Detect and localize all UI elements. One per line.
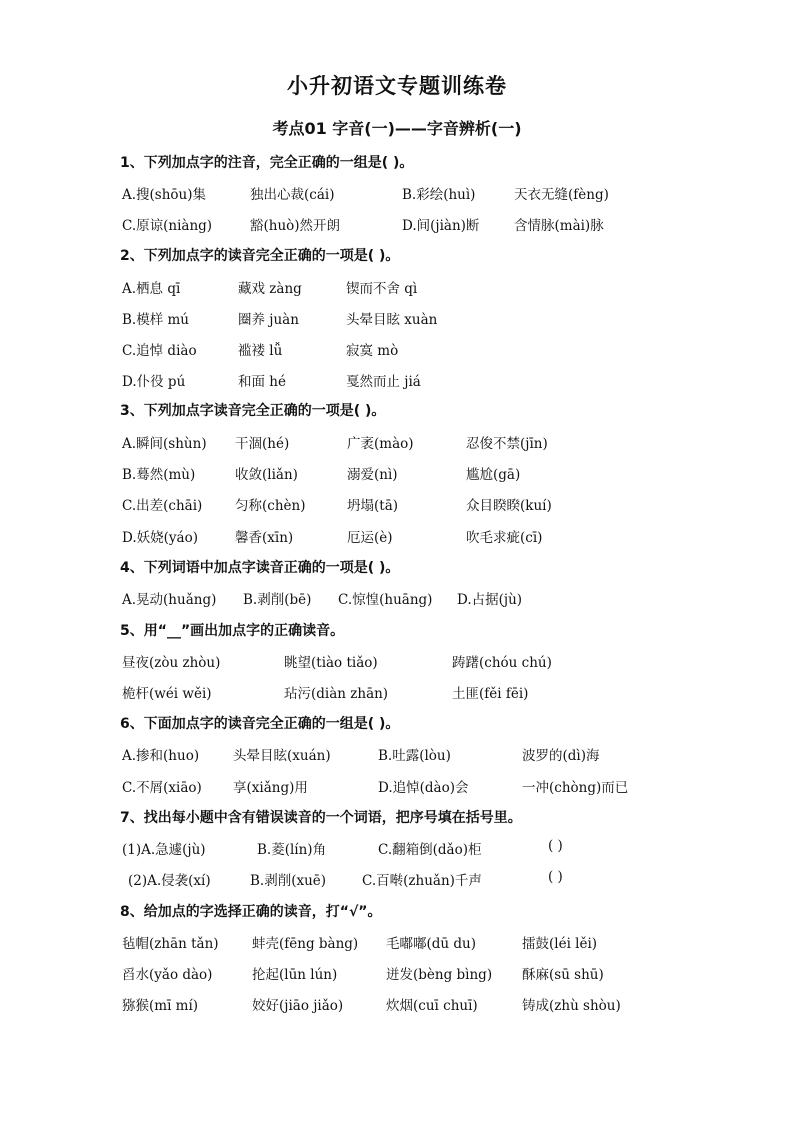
answer-option: 厄运(è) bbox=[347, 530, 393, 546]
answer-option: C.惊惶(huāng) bbox=[338, 592, 433, 608]
answer-option: 和面 hé bbox=[238, 374, 286, 390]
answer-option: C.出差(chāi) bbox=[122, 498, 203, 514]
page-subtitle: 考点01 字音(一)——字音辨析(一) bbox=[272, 119, 522, 138]
answer-option: 姣好(jiāo jiǎo) bbox=[252, 998, 344, 1014]
question-stem: 5、用“__”画出加点字的正确读音。 bbox=[120, 623, 345, 639]
answer-option: ( ) bbox=[548, 838, 563, 854]
answer-option: A.瞬间(shùn) bbox=[122, 436, 207, 452]
answer-option: A.搜(shōu)集 bbox=[122, 187, 207, 203]
answer-row bbox=[0, 682, 794, 702]
answer-option: 眺望(tiào tiǎo) bbox=[284, 655, 378, 671]
answer-row bbox=[0, 463, 794, 483]
answer-option: 土匪(fěi fēi) bbox=[452, 686, 529, 702]
answer-option: 匀称(chèn) bbox=[235, 498, 306, 514]
answer-row bbox=[0, 838, 794, 858]
answer-row bbox=[0, 183, 794, 203]
answer-option: A.掺和(huo) bbox=[122, 748, 200, 764]
answer-row bbox=[0, 744, 794, 764]
answer-option: 戛然而止 jiá bbox=[346, 374, 421, 390]
answer-option: 头晕目眩 xuàn bbox=[346, 312, 438, 328]
question-stem: 2、下列加点字的读音完全正确的一项是( )。 bbox=[120, 248, 400, 264]
answer-row bbox=[0, 869, 794, 889]
answer-row bbox=[0, 651, 794, 671]
answer-option: C.翻箱倒(dǎo)柜 bbox=[378, 842, 482, 858]
answer-option: 炊烟(cuī chuī) bbox=[386, 998, 478, 1014]
answer-row bbox=[0, 432, 794, 452]
answer-option: 玷污(diàn zhān) bbox=[284, 686, 389, 702]
question-stem: 3、下列加点字读音完全正确的一项是( )。 bbox=[120, 403, 386, 419]
answer-option: 天衣无缝(fèng) bbox=[514, 187, 609, 203]
answer-option: B.剥削(xuē) bbox=[250, 873, 327, 889]
answer-row bbox=[0, 776, 794, 796]
answer-option: 毛嘟嘟(dū du) bbox=[386, 936, 476, 952]
answer-option: 波罗的(dì)海 bbox=[522, 748, 600, 764]
answer-option: 褴褛 lǚ bbox=[238, 343, 283, 359]
answer-option: B.模样 mú bbox=[122, 312, 189, 328]
answer-option: 猕猴(mī mí) bbox=[122, 998, 199, 1014]
answer-option: 毡帽(zhān tǎn) bbox=[122, 936, 219, 952]
answer-option: 圈养 juàn bbox=[238, 312, 299, 328]
answer-option: A.晃动(huǎng) bbox=[122, 592, 217, 608]
answer-option: B.吐露(lòu) bbox=[378, 748, 451, 764]
answer-option: 享(xiǎng)用 bbox=[233, 780, 308, 796]
answer-option: D.间(jiàn)断 bbox=[402, 218, 480, 234]
answer-option: B.蓦然(mù) bbox=[122, 467, 196, 483]
answer-option: C.百啭(zhuǎn)千声 bbox=[362, 873, 482, 889]
answer-row bbox=[0, 370, 794, 390]
answer-option: 锲而不舍 qì bbox=[346, 281, 418, 297]
answer-option: 踌躇(chóu chú) bbox=[452, 655, 552, 671]
answer-option: 尴尬(gā) bbox=[466, 467, 521, 483]
answer-option: 抡起(lūn lún) bbox=[252, 967, 338, 983]
answer-option: 头晕目眩(xuán) bbox=[233, 748, 331, 764]
answer-row bbox=[0, 588, 794, 608]
answer-row bbox=[0, 277, 794, 297]
answer-option: 舀水(yǎo dào) bbox=[122, 967, 213, 983]
answer-option: C.原谅(niàng) bbox=[122, 218, 213, 234]
answer-option: 含情脉(mài)脉 bbox=[514, 218, 604, 234]
answer-option: D.妖娆(yáo) bbox=[122, 530, 198, 546]
answer-option: 独出心裁(cái) bbox=[250, 187, 335, 203]
answer-option: C.不屑(xiāo) bbox=[122, 780, 202, 796]
answer-option: 铸成(zhù shòu) bbox=[522, 998, 621, 1014]
answer-option: D.占据(jù) bbox=[457, 592, 523, 608]
answer-option: B.剥削(bē) bbox=[243, 592, 312, 608]
answer-option: 收敛(liǎn) bbox=[235, 467, 298, 483]
answer-option: B.菱(lín)角 bbox=[257, 842, 327, 858]
answer-option: 干涸(hé) bbox=[235, 436, 290, 452]
answer-option: 寂寞 mò bbox=[346, 343, 399, 359]
answer-option: D.仆役 pú bbox=[122, 374, 186, 390]
answer-option: 众目睽睽(kuí) bbox=[466, 498, 552, 514]
answer-option: A.栖息 qī bbox=[122, 281, 181, 297]
answer-option: B.彩绘(huì) bbox=[402, 187, 476, 203]
answer-row bbox=[0, 308, 794, 328]
question-stem: 7、找出每小题中含有错误读音的一个词语，把序号填在括号里。 bbox=[120, 810, 522, 826]
answer-option: 擂鼓(léi lěi) bbox=[522, 936, 598, 952]
answer-option: 忍俊不禁(jīn) bbox=[466, 436, 548, 452]
answer-option: 馨香(xīn) bbox=[235, 530, 294, 546]
answer-row bbox=[0, 994, 794, 1014]
answer-option: (2)A.侵袭(xí) bbox=[128, 873, 211, 889]
answer-option: 广袤(mào) bbox=[347, 436, 414, 452]
answer-row bbox=[0, 526, 794, 546]
question-stem: 4、下列词语中加点字读音正确的一项是( )。 bbox=[120, 560, 400, 576]
question-stem: 1、下列加点字的注音，完全正确的一组是( )。 bbox=[120, 155, 414, 171]
answer-option: 迸发(bèng bìng) bbox=[386, 967, 493, 983]
answer-row bbox=[0, 214, 794, 234]
answer-option: 一冲(chòng)而已 bbox=[522, 780, 629, 796]
answer-row bbox=[0, 494, 794, 514]
answer-option: D.追悼(dào)会 bbox=[378, 780, 469, 796]
answer-row bbox=[0, 339, 794, 359]
answer-option: 豁(huò)然开朗 bbox=[250, 218, 341, 234]
answer-option: 桅杆(wéi wěi) bbox=[122, 686, 212, 702]
answer-option: ( ) bbox=[548, 869, 563, 885]
answer-row bbox=[0, 932, 794, 952]
answer-row bbox=[0, 963, 794, 983]
answer-option: 昼夜(zòu zhòu) bbox=[122, 655, 221, 671]
answer-option: 酥麻(sū shū) bbox=[522, 967, 604, 983]
answer-option: (1)A.急遽(jù) bbox=[122, 842, 206, 858]
question-stem: 8、给加点的字选择正确的读音，打“√”。 bbox=[120, 904, 382, 920]
answer-option: 藏戏 zàng bbox=[238, 281, 302, 297]
answer-option: 溺爱(nì) bbox=[347, 467, 398, 483]
answer-option: C.追悼 diào bbox=[122, 343, 197, 359]
answer-option: 吹毛求疵(cī) bbox=[466, 530, 543, 546]
page-title: 小升初语文专题训练卷 bbox=[287, 74, 507, 98]
question-stem: 6、下面加点字的读音完全正确的一组是( )。 bbox=[120, 716, 400, 732]
answer-option: 蚌壳(fēng bàng) bbox=[252, 936, 359, 952]
answer-option: 坍塌(tā) bbox=[347, 498, 399, 514]
